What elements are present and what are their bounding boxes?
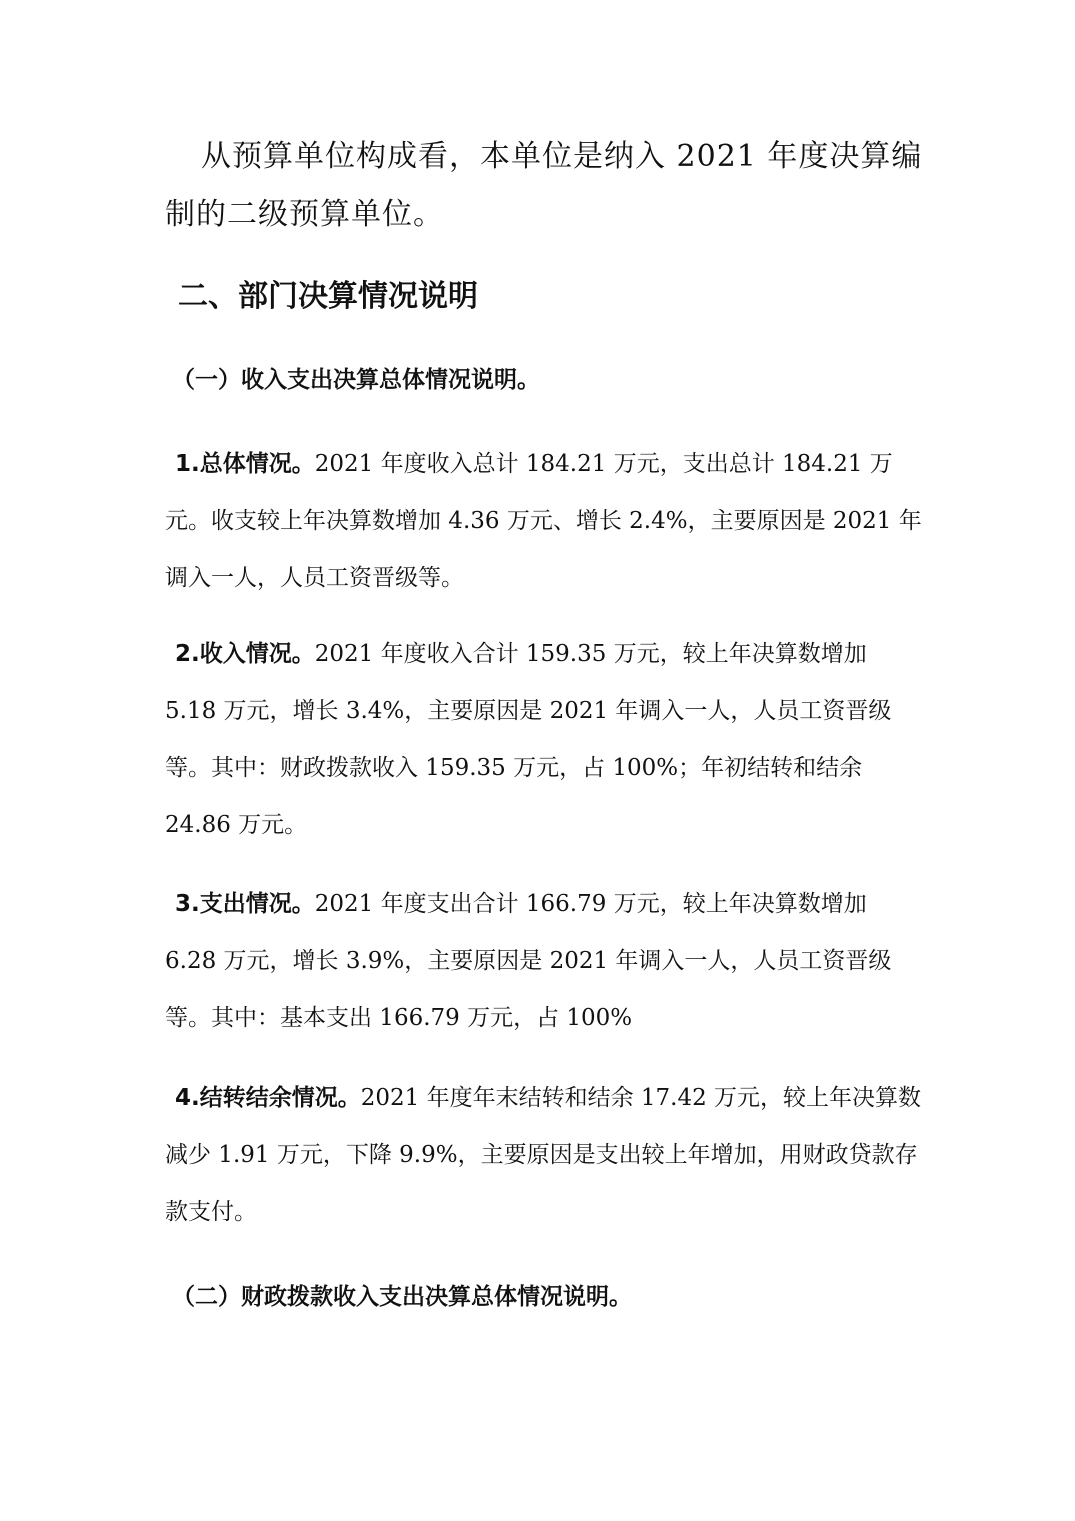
paragraph-overall-text: 2021 年度收入总计 184.21 万元，支出总计 184.21 万元。收支较上年决算数增加 4.36 万元、增长 2.4%，主要原因是 2021 年调入一人，人员工资晋级等。 xyxy=(165,451,922,591)
paragraph-expenditure-text: 2021 年度支出合计 166.79 万元，较上年决算数增加 6.28 万元，增长 3.9%，主要原因是 2021 年调入一人，人员工资晋级等。其中：基本支出 166.79 万元，占 100% xyxy=(165,891,892,1031)
subsection-heading-2: （二）财政拨款收入支出决算总体情况说明。 xyxy=(172,1284,632,1310)
paragraph-carryover xyxy=(165,1070,925,1241)
paragraph-overall-lead: 1.总体情况。 xyxy=(175,451,315,477)
paragraph-overall xyxy=(165,436,925,607)
paragraph-expenditure-lead: 3.支出情况。 xyxy=(175,891,315,917)
intro-paragraph: 从预算单位构成看，本单位是纳入 2021 年度决算编制的二级预算单位。 xyxy=(165,139,923,232)
subsection-heading-1: （一）收入支出决算总体情况说明。 xyxy=(172,367,540,393)
section-heading: 二、部门决算情况说明 xyxy=(178,279,478,314)
paragraph-carryover-lead: 4.结转结余情况。 xyxy=(175,1085,361,1111)
paragraph-income-lead: 2.收入情况。 xyxy=(175,641,315,667)
paragraph-income xyxy=(165,626,925,854)
paragraph-income-text: 2021 年度收入合计 159.35 万元，较上年决算数增加 5.18 万元，增长 3.4%，主要原因是 2021 年调入一人，人员工资晋级等。其中：财政拨款收入 159.35 万元，占 100%；年初结转和结余 24.86 万元。 xyxy=(165,641,892,838)
paragraph-expenditure xyxy=(165,876,925,1047)
paragraph-carryover-text: 2021 年度年末结转和结余 17.42 万元，较上年决算数减少 1.91 万元，下降 9.9%，主要原因是支出较上年增加，用财政贷款存款支付。 xyxy=(165,1085,922,1225)
